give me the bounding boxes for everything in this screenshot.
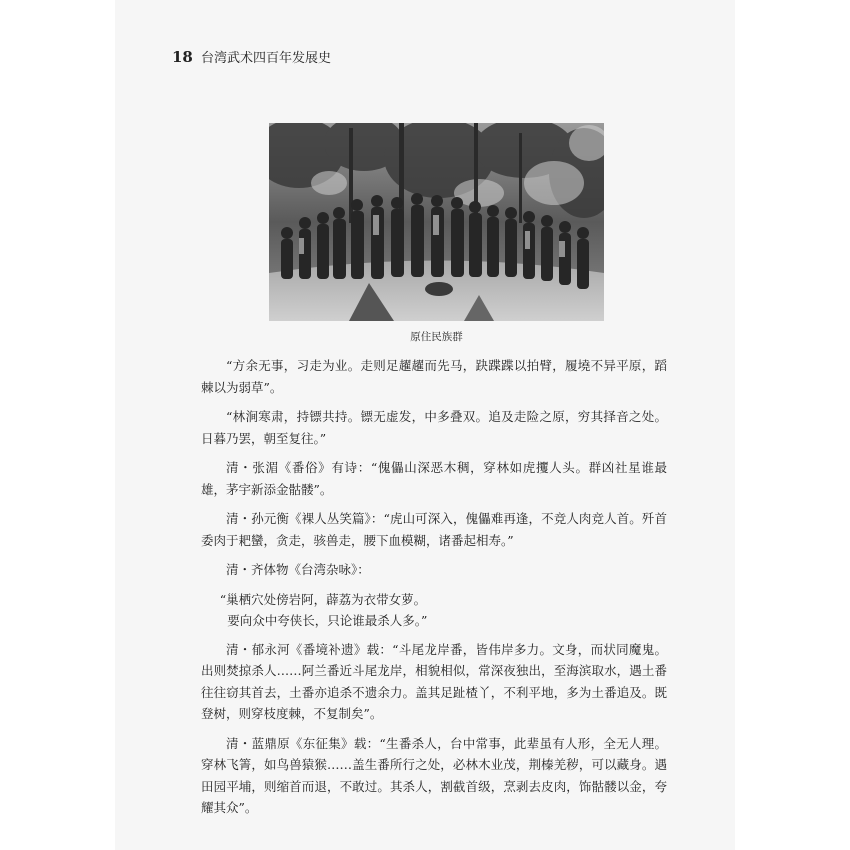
- paragraph: 清・郁永河《番境补遗》载：“斗尾龙岸番，皆伟岸多力。文身，而状同魔鬼。出则焚掠杀人……阿兰番近斗尾龙岸，相貌相似，常深夜独出，至海滨取水，遇土番往往窃其首去，土番亦追杀不遗余力。盖其足趾楂丫，不利平地，多为土番追及。既登树，则穿枝度棘，不复制矣”。: [201, 641, 667, 721]
- paragraph: “林涧寒肃，持镖共持。镖无虚发，中多叠双。追及走险之原，穷其择音之处。日暮乃罢，朝至复往。”: [201, 409, 667, 446]
- verse-line: 要向众中夸侠长，只论谁最杀人多。”: [227, 612, 428, 628]
- body-text: [201, 355, 667, 827]
- paragraph: “方余无事，习走为业。走则足趯趯而先马，趹蹀蹀以拍臂，履墝不异平原，蹈棘以为弱草”。: [201, 358, 667, 395]
- photo-illustration: [269, 123, 604, 321]
- paragraph: 清・张湄《番俗》有诗：“傀儡山深恶木稠，穿林如虎攫人头。群凶社星谁最雄，茅宇新添金骷髅”。: [201, 460, 667, 497]
- paragraph: 清・齐体物《台湾杂咏》：: [226, 562, 370, 577]
- verse-line: “巢栖穴处傍岩阿，薜荔为衣带女萝。: [219, 591, 427, 607]
- figure-caption: 原住民族群: [410, 331, 463, 343]
- book-page: [115, 0, 735, 850]
- photograph-indigenous-group: [269, 123, 604, 321]
- paragraph: 清・蓝鼎原《东征集》载：“生番杀人，台中常事，此辈虽有人形，全无人理。穿林飞箐，如鸟兽猿猴……盖生番所行之处，必林木业茂，荆榛羌秽，可以藏身。遇田园平埔，则缩首而退，不敢过。其杀人，割截首级，烹剥去皮肉，饰骷髅以金，夸耀其众”。: [201, 735, 667, 815]
- running-title: 台湾武术四百年发展史: [201, 51, 332, 66]
- poem-verse: [201, 589, 667, 631]
- paragraph: 清・孙元衡《裸人丛笑篇》：“虎山可深入，傀儡难再逢，不竞人肉竞人首。歼首委肉于耙蠻，贪走，骇兽走，腰下血模糊，诸番起相寿。”: [201, 511, 667, 548]
- page-header: [172, 47, 331, 66]
- page-number: 18: [172, 48, 193, 66]
